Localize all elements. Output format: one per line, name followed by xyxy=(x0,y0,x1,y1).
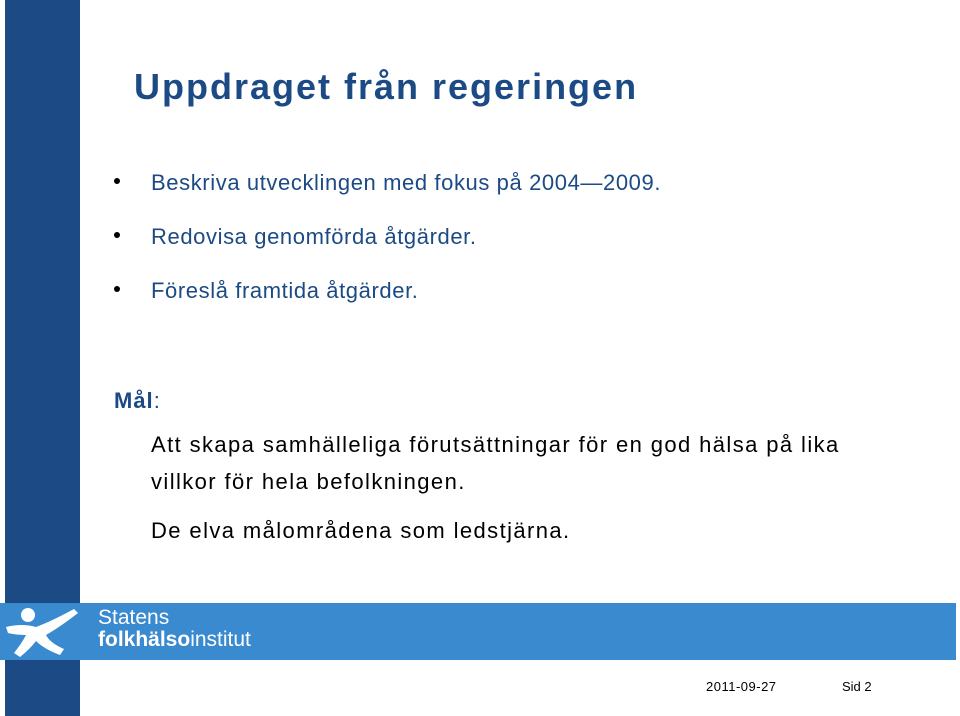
bullet-item xyxy=(114,224,661,278)
runner-logo-icon xyxy=(2,605,82,659)
footer-date: 2011-09-27 xyxy=(706,679,777,694)
slide-number: Sid 2 xyxy=(842,679,872,694)
bullet-icon xyxy=(114,286,120,292)
logo-band xyxy=(0,603,956,660)
logo-line-2-rest: institut xyxy=(190,628,251,651)
bullet-item xyxy=(114,278,661,332)
bullet-icon xyxy=(114,232,120,238)
goal-text-secondary: De elva målområdena som ledstjärna. xyxy=(151,518,571,543)
bullet-list xyxy=(114,170,661,332)
bullet-text: Redovisa genomförda åtgärder. xyxy=(151,224,477,249)
goal-label-word: Mål xyxy=(114,388,154,413)
logo-line-2-bold: folkhälso xyxy=(98,628,191,651)
bullet-icon xyxy=(114,178,120,184)
logo-wordmark xyxy=(98,607,251,651)
goal-text: Att skapa samhälleliga förutsättningar för en god hälsa på lika villkor för hela befolkningen. xyxy=(151,432,840,494)
bullet-text: Föreslå framtida åtgärder. xyxy=(151,278,419,303)
logo-line-2 xyxy=(98,629,251,651)
bullet-item xyxy=(114,170,661,224)
bullet-text: Beskriva utvecklingen med fokus på 2004—2009. xyxy=(151,170,662,195)
goal-label-colon: : xyxy=(153,388,161,413)
logo-line-1: Statens xyxy=(98,606,170,629)
slide-title: Uppdraget från regeringen xyxy=(134,66,639,107)
goal-label xyxy=(114,388,161,414)
